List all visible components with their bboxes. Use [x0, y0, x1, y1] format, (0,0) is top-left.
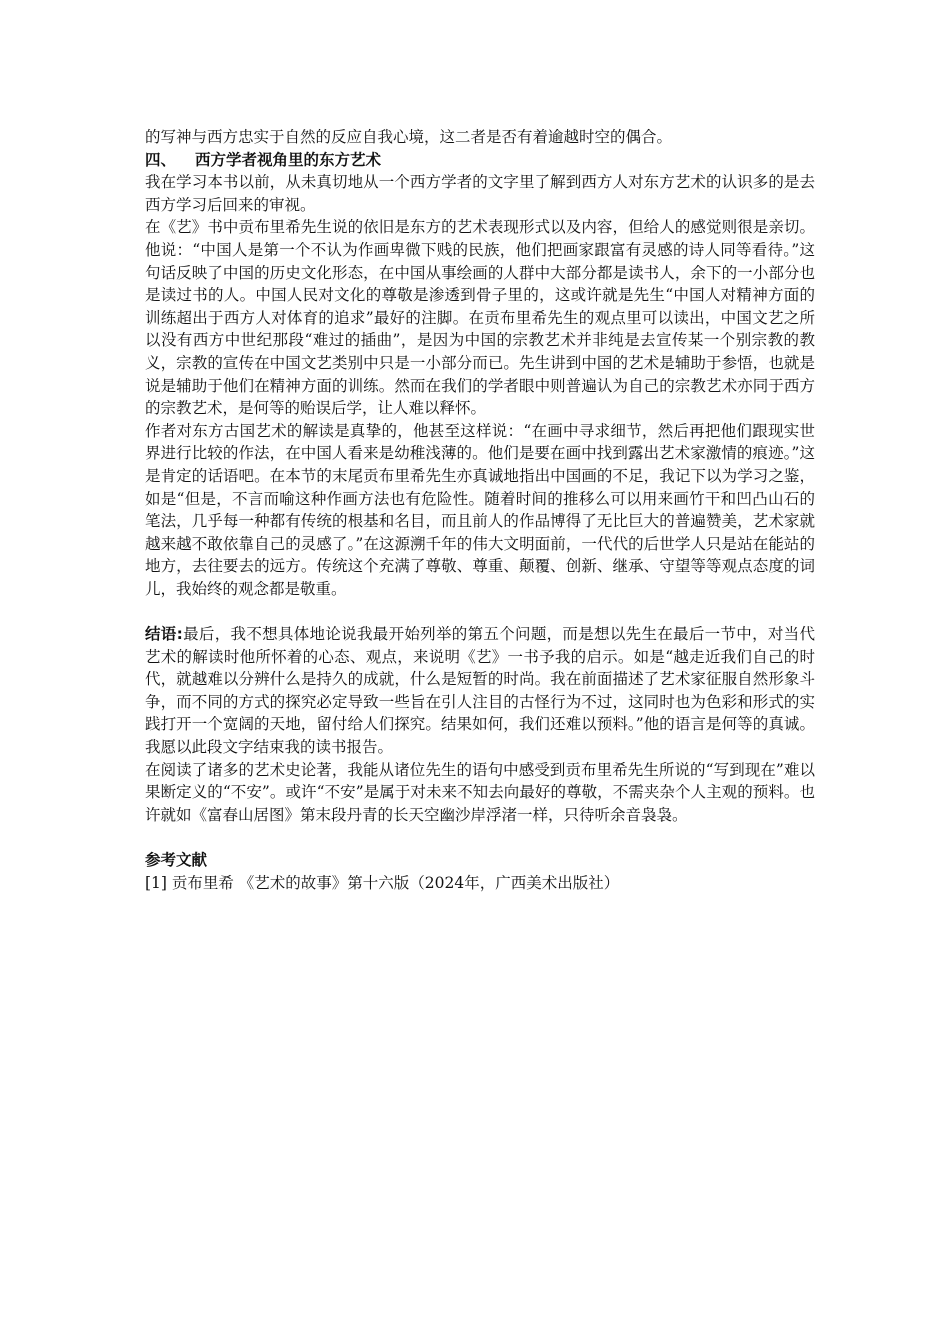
conclusion-text: 最后，我不想具体地论说我最开始列举的第五个问题，而是想以先生在最后一节中，对当代艺术的解读时他所怀着的心态、观点，来说明《艺》一书予我的启示。如是“越走近我们自己的时代，就越难以分辨什么是持久的成就，什么是短暂的时尚。我在前面描述了艺术家征服自然形象斗争，而不同的方式的探究必定导致一些旨在引人注目的古怪行为不过，这同时也为色彩和形式的实践打开一个宽阔的天地，留付给人们探究。结果如何，我们还难以预料。”他的语言是何等的真诚。我愿以此段文字结束我的读书报告。	[145, 625, 815, 757]
conclusion-paragraph-2: 在阅读了诸多的艺术史论著，我能从诸位先生的语句中感受到贡布里希先生所说的“写到现在”难以果断定义的“不安”。或许“不安”是属于对未来不知去向最好的尊敬，不需夹杂个人主观的预料。也许就如《富春山居图》第末段丹青的长天空幽沙岸浮渚一样，只待听余音袅袅。	[145, 760, 815, 824]
spacer	[145, 600, 815, 623]
conclusion-paragraph	[145, 623, 815, 759]
paragraph-2: 在《艺》书中贡布里希先生说的依旧是东方的艺术表现形式以及内容，但给人的感觉则很是亲切。他说：“中国人是第一个不认为作画卑微下贱的民族，他们把画家跟富有灵感的诗人同等看待。”这句话反映了中国的历史文化形态，在中国从事绘画的人群中大部分都是读书人，余下的一小部分也是读过书的人。中国人民对文化的尊敬是渗透到骨子里的，这或许就是先生“中国人对精神方面的训练超出于西方人对体育的追求”最好的注脚。在贡布里希先生的观点里可以读出，中国文艺之所以没有西方中世纪那段“难过的插曲”，是因为中国的宗教艺术并非纯是去宣传某一个别宗教的教义，宗教的宣传在中国文艺类别中只是一小部分而已。先生讲到中国的艺术是辅助于参悟，也就是说是辅助于他们在精神方面的训练。然而在我们的学者眼中则普遍认为自己的宗教艺术亦同于西方的宗教艺术，是何等的贻误后学，让人难以释怀。	[145, 218, 815, 418]
intro-line: 的写神与西方忠实于自然的反应自我心境，这二者是否有着逾越时空的偶合。	[145, 128, 673, 146]
section-title: 西方学者视角里的东方艺术	[195, 150, 382, 169]
paragraph-1: 我在学习本书以前，从未真切地从一个西方学者的文字里了解到西方人对东方艺术的认识多的是去西方学习后回来的审视。	[145, 173, 815, 214]
spacer	[145, 826, 815, 849]
conclusion-label: 结语:	[145, 625, 183, 644]
section-heading	[145, 149, 815, 172]
reference-item: [1] 贡布里希 《艺术的故事》第十六版（2024年，广西美术出版社）	[145, 873, 620, 892]
document-page	[145, 126, 815, 894]
section-number: 四、	[145, 150, 177, 169]
paragraph-3: 作者对东方古国艺术的解读是真挚的，他甚至这样说：“在画中寻求细节，然后再把他们跟现实世界进行比较的作法，在中国人看来是幼稚浅薄的。他们是要在画中找到露出艺术家激情的痕迹。”这是肯定的话语吧。在本节的末尾贡布里希先生亦真诚地指出中国画的不足，我记下以为学习之鉴，如是“但是，不言而喻这种作画方法也有危险性。随着时间的推移么可以用来画竹干和凹凸山石的笔法，几乎每一种都有传统的根基和名目，而且前人的作品博得了无比巨大的普遍赞美，艺术家就越来越不敢依靠自己的灵感了。”在这源溯千年的伟大文明面前，一代代的后世学人只是站在能站的地方，去往要去的远方。传统这个充满了尊敬、尊重、颠覆、创新、继承、守望等等观点态度的词儿，我始终的观念都是敬重。	[145, 421, 815, 598]
references-title: 参考文献	[145, 851, 208, 869]
